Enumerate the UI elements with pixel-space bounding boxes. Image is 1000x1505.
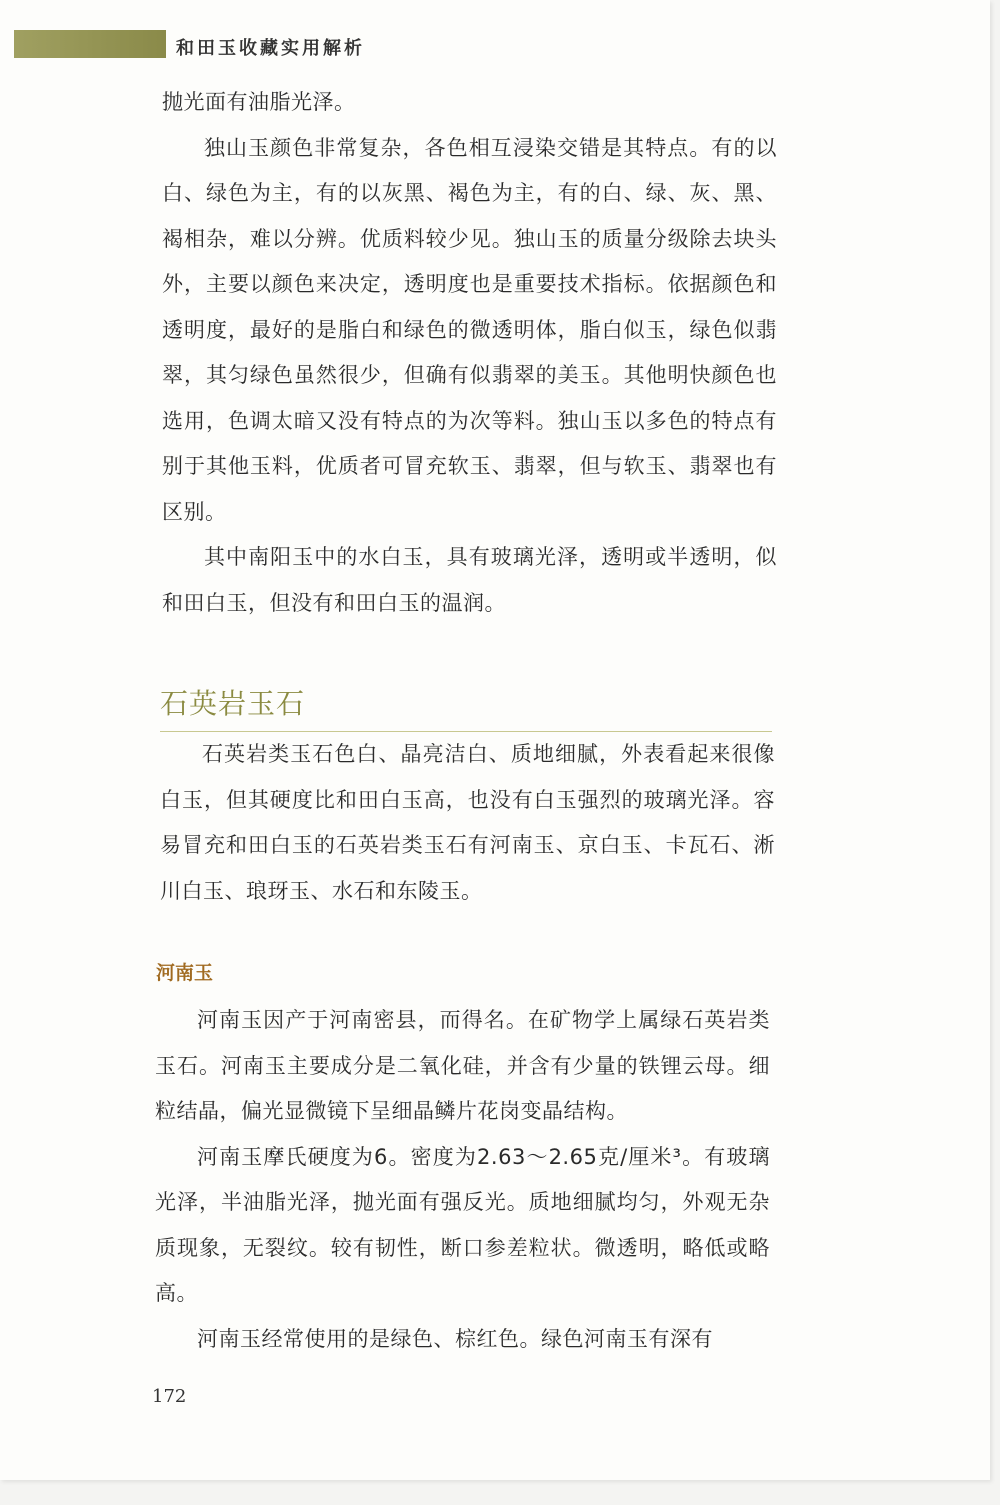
paragraph: 河南玉摩氏硬度为6。密度为2.63～2.65克/厘米³。有玻璃光泽，半油脂光泽，抛光面有强反光。质地细腻均匀，外观无杂质现象，无裂纹。较有韧性，断口参差粒状。微透明，略低或略高。 xyxy=(155,1144,770,1305)
paragraph: 河南玉经常使用的是绿色、棕红色。绿色河南玉有深有 xyxy=(197,1326,713,1351)
text-block-3 xyxy=(155,998,770,1362)
paragraph: 抛光面有油脂光泽。 xyxy=(162,90,356,114)
paragraph: 其中南阳玉中的水白玉，具有玻璃光泽，透明或半透明，似和田白玉，但没有和田白玉的温润。 xyxy=(162,545,777,615)
subsection-heading: 河南玉 xyxy=(156,962,214,984)
paragraph: 石英岩类玉石色白、晶亮洁白、质地细腻，外表看起来很像白玉，但其硬度比和田白玉高，也没有白玉强烈的玻璃光泽。容易冒充和田白玉的石英岩类玉石有河南玉、京白玉、卡瓦石、淅川白玉、琅玡玉、水石和东陵玉。 xyxy=(160,742,775,903)
section-heading: 石英岩玉石 xyxy=(160,687,306,720)
paragraph: 独山玉颜色非常复杂，各色相互浸染交错是其特点。有的以白、绿色为主，有的以灰黑、褐色为主，有的白、绿、灰、黑、褐相杂，难以分辨。优质料较少见。独山玉的质量分级除去块头外，主要以颜色来决定，透明度也是重要技术指标。依据颜色和透明度，最好的是脂白和绿色的微透明体，脂白似玉，绿色似翡翠，其匀绿色虽然很少，但确有似翡翠的美玉。其他明快颜色也选用，色调太暗又没有特点的为次等料。独山玉以多色的特点有别于其他玉料，优质者可冒充软玉、翡翠，但与软玉、翡翠也有区别。 xyxy=(162,135,777,524)
text-block-1 xyxy=(162,80,777,626)
text-block-2 xyxy=(160,732,775,914)
paragraph: 河南玉因产于河南密县，而得名。在矿物学上属绿石英岩类玉石。河南玉主要成分是二氧化硅，并含有少量的铁锂云母。细粒结晶，偏光显微镜下呈细晶鳞片花岗变晶结构。 xyxy=(155,1008,770,1123)
running-header-title: 和田玉收藏实用解析 xyxy=(176,38,365,59)
page-number: 172 xyxy=(152,1386,187,1407)
header-color-bar xyxy=(14,30,166,58)
